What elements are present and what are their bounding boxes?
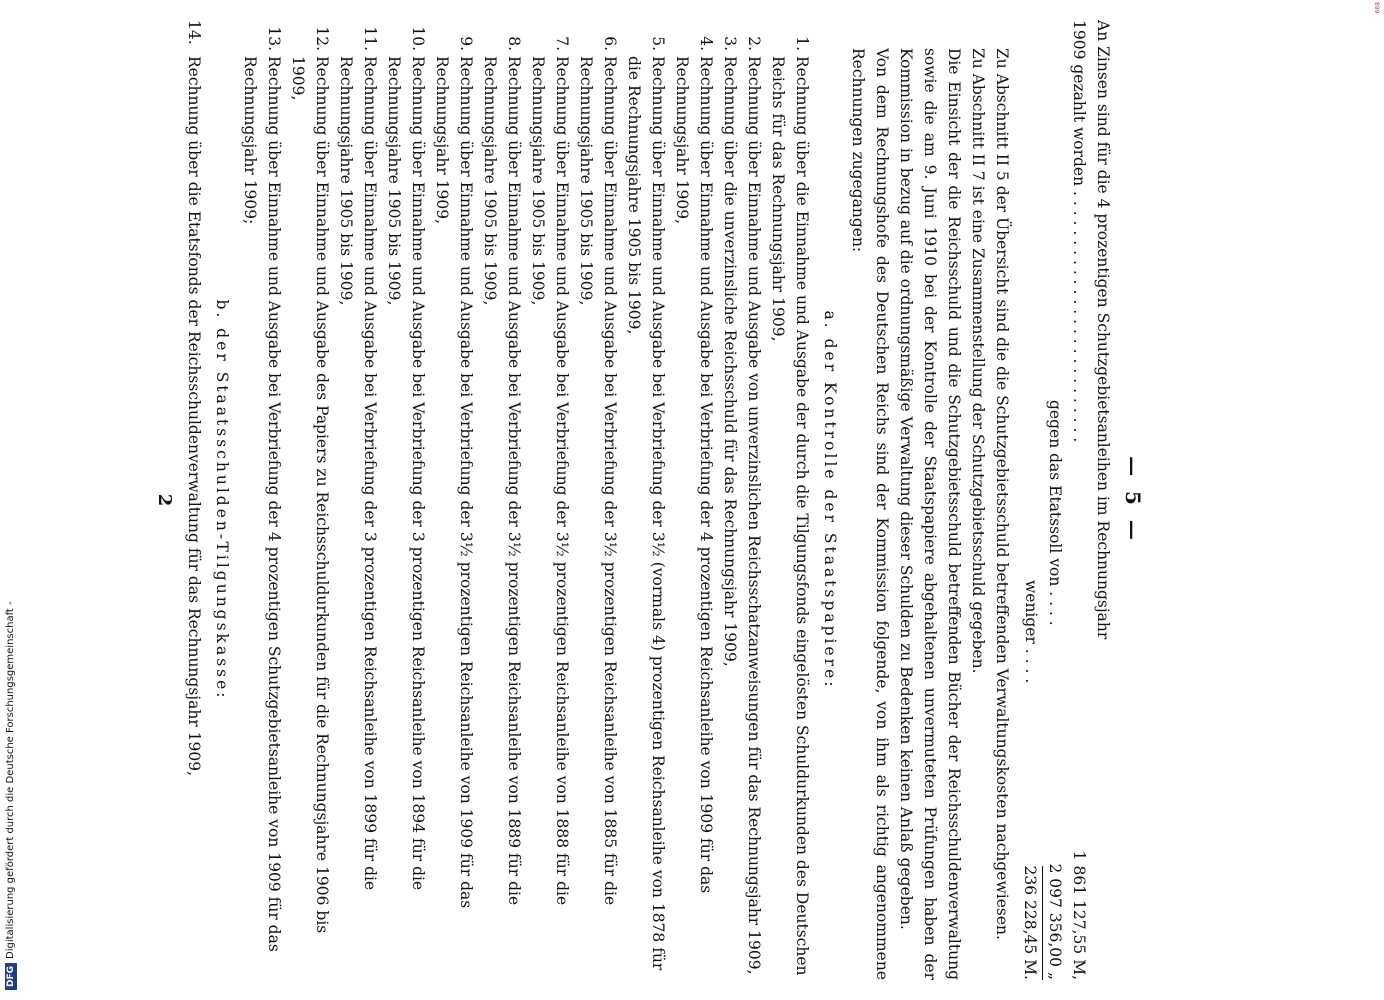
list-item: 6. Rechnung über Einnahme und Ausgabe bei Verbriefung der 3½ prozentigen Reichsanleihe von 1885 für die Rechnungsjahre 1905 bis 1909,	[574, 56, 622, 980]
list-a	[238, 20, 814, 980]
page-content	[155, 20, 1145, 980]
list-item: 4. Rechnung über Einnahme und Ausgabe bei Verbriefung der 4 prozentigen Reichsanleihe von 1909 für das Rechnungsjahr 1909,	[670, 56, 718, 980]
intro-line-2	[1067, 20, 1091, 980]
list-b-item: Rechnung über die Etatsfonds der Reichsschuldenverwaltung für das Rechnungsjahr 1909,	[185, 56, 203, 777]
paragraph-2: Zu Abschnitt II 7 ist eine Zusammenstellung der Schutzgebietsschuld gegeben.	[969, 48, 987, 674]
list-item: 10. Rechnung über Einnahme und Ausgabe bei Verbriefung der 3 prozentigen Reichsanleihe von 1894 für die Rechnungsjahre 1905 bis 1909,	[382, 56, 430, 980]
intro-line-3-label: gegen das Etatssoll von . . . .	[1046, 400, 1064, 626]
list-item: 1. Rechnung über die Einnahme und Ausgabe der durch die Tilgungsfonds eingelösten Schuldurkunden des Deutschen Reichs für das Rechnungsjahr 1909,	[766, 56, 814, 980]
list-item: 3. Rechnung über die unverzinsliche Reichsschuld für das Rechnungsjahr 1909,	[718, 56, 742, 980]
intro-line-3-value: 2 097 356,00 „	[1046, 863, 1064, 980]
paragraph-1: Zu Abschnitt II 5 der Übersicht sind die die Schutzgebietsschuld betreffenden Verwaltungskosten nachgewiesen.	[993, 48, 1011, 940]
list-item: 13. Rechnung über Einnahme und Ausgabe bei Verbriefung der 4 prozentigen Schutzgebietsanleihe von 1909 für das Rechnungsjahr 1909;	[238, 56, 286, 980]
heading-b: b. der Staatsschulden-Tilgungskasse:	[213, 299, 231, 701]
sheet-id: 899	[1373, 2, 1380, 14]
intro-line-2-label: 1909 gezahlt worden . . . . . . . . . . . . . . . . . . . . . . . . . .	[1070, 20, 1088, 443]
paragraph-4: Von dem Rechnungshofe des Deutschen Reichs sind der Kommission folgende, von ihm als richtig angenommene Rechnungen zugegangen:	[849, 48, 891, 980]
intro-line-4-label: weniger . . . .	[1022, 580, 1040, 684]
list-b-number: 14.	[185, 20, 203, 45]
list-item: 7. Rechnung über Einnahme und Ausgabe bei Verbriefung der 3½ prozentigen Reichsanleihe von 1888 für die Rechnungsjahre 1905 bis 1909,	[526, 56, 574, 980]
dfg-logo: DFG	[5, 963, 17, 990]
list-item: 8. Rechnung über Einnahme und Ausgabe bei Verbriefung der 3½ prozentigen Reichsanleihe von 1889 für die Rechnungsjahre 1905 bis 1909,	[478, 56, 526, 980]
intro-line-3	[1043, 20, 1067, 980]
list-b	[182, 20, 206, 980]
paragraph-3: Die Einsicht der die Reichsschuld und die Schutzgebietsschuld betreffenden Bücher der Reichsschuldenverwaltung sowie die am 9. Juni 1910 bei der Kontrolle der Staatspapiere abgehaltenen unvermuteten Prüfungen haben der Kommission in bezug auf die ordnungsmäßige Verwaltung dieser Schulden zu Bedenken keinen Anlaß gegeben.	[897, 48, 963, 980]
list-item: 12. Rechnung über Einnahme und Ausgabe des Papiers zu Reichsschuldurkunden für die Rechnungsjahre 1906 bis 1909,	[286, 56, 334, 980]
signature-mark: 2	[154, 493, 175, 507]
heading-a: a. der Kontrolle der Staatspapiere:	[821, 310, 839, 690]
intro-line-1: An Zinsen sind für die 4 prozentigen Schutzgebietsanleihen im Rechnungsjahr	[1094, 20, 1112, 640]
intro-line-4	[1018, 20, 1043, 980]
intro-line-2-value: 1 861 127,55 M,	[1070, 850, 1088, 980]
page-number: — 5 —	[1121, 456, 1145, 544]
list-item: 2. Rechnung über Einnahme und Ausgabe von unverzinslichen Reichsschatzanweisungen für das Rechnungsjahr 1909,	[742, 56, 766, 980]
credit-text: Digitalisierung gefördert durch die Deutsche Forschungsgemeinschaft -	[5, 601, 16, 959]
intro-line-4-value: 236 228,45 M.	[1018, 866, 1043, 980]
list-item: 5. Rechnung über Einnahme und Ausgabe bei Verbriefung der 3½ (vormals 4) prozentigen Reichsanleihe von 1878 für die Rechnungsjahre 1905 bis 1909,	[622, 56, 670, 980]
scanned-page	[150, 10, 1150, 990]
list-item: 9. Rechnung über Einnahme und Ausgabe bei Verbriefung der 3½ prozentigen Reichsanleihe von 1909 für das Rechnungsjahr 1909,	[430, 56, 478, 980]
digitization-credit	[4, 10, 18, 990]
list-item: 11. Rechnung über Einnahme und Ausgabe bei Verbriefung der 3 prozentigen Reichsanleihe von 1899 für die Rechnungsjahre 1905 bis 1909,	[334, 56, 382, 980]
digitization-sidebar	[0, 0, 22, 1000]
